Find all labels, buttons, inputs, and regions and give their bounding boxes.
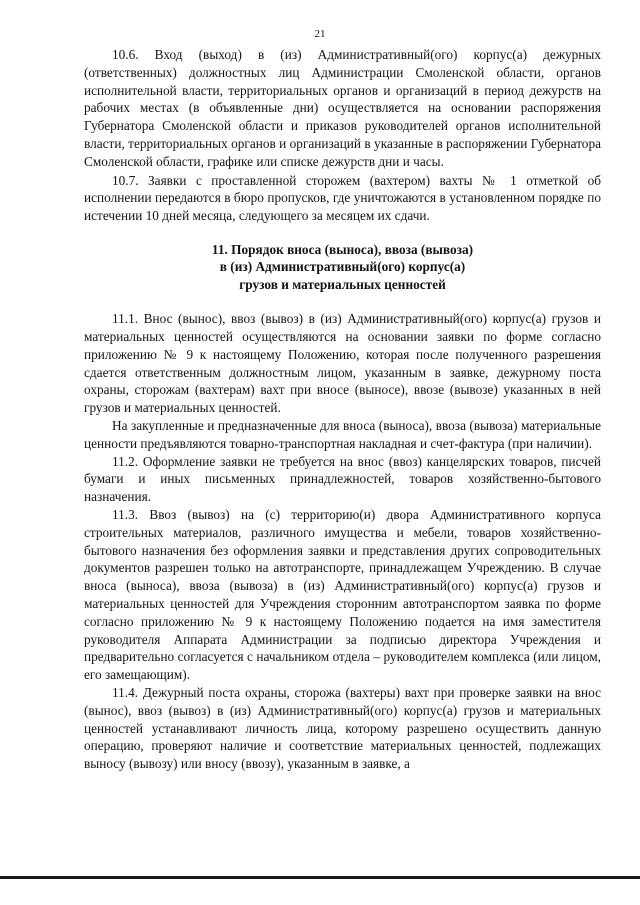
paragraph-11-4: 11.4. Дежурный поста охраны, сторожа (вахтеры) вахт при проверке заявки на внос (вынос), ввоз (вывоз) в (из) Административный(ого) корпус(а) грузов и материальных ценностей устанавливают личность лица, которому разрешено осуществить данную операцию, проверяют наличие и соответствие материальных ценностей, подлежащих выносу (вывозу) или вносу (ввозу), указанным в заявке, а xyxy=(84,684,601,772)
section-heading-line-2: в (из) Административный(ого) корпус(а) xyxy=(219,259,466,275)
paragraph-11-2: 11.2. Оформление заявки не требуется на внос (ввоз) канцелярских товаров, писчей бумаги и иных письменных принадлежностей, товаров хозяйственно-бытового назначения. xyxy=(84,453,601,505)
section-heading xyxy=(84,241,601,293)
section-heading-line-3: грузов и материальных ценностей xyxy=(239,276,446,292)
page-bottom-rule xyxy=(0,876,640,879)
paragraph-purchased-goods: На закупленные и предназначенные для вноса (выноса), ввоза (вывоза) материальные ценности предъявляются товарно-транспортная накладная и счет-фактура (при наличии). xyxy=(84,417,601,451)
paragraph-10-6: 10.6. Вход (выход) в (из) Административный(ого) корпус(а) дежурных (ответственных) должностных лиц Администрации Смоленской области, органов исполнительной власти, территориальных органов и организаций в период дежурств на рабочих местах (в объявленные дни) осуществляется на основании распоряжения Губернатора Смоленской области и приказов руководителей органов исполнительной власти, территориальных органов и организаций в указанные в распоряжении Губернатора Смоленской области, графике или списке дежурств дни и часы. xyxy=(84,47,601,169)
paragraph-11-3: 11.3. Ввоз (вывоз) на (с) территорию(и) двора Административного корпуса строительных материалов, различного имущества и мебели, товаров хозяйственно-бытового назначения без оформления заявки и представления других сопроводительных документов разрешен только на автотранспорте, принадлежащем Учреждению. В случае вноса (выноса), ввоза (вывоза) в (из) Административный(ого) корпус(а) грузов и материальных ценностей для Учреждения сторонним автотранспортом заявка по форме согласно приложению № 9 к настоящему Положению подается на имя заместителя руководителя Аппарата Администрации за подписью директора Учреждения и предварительно согласуется с начальником отдела – руководителем комплекса (или лицом, его замещающим). xyxy=(84,506,601,683)
paragraph-11-1: 11.1. Внос (вынос), ввоз (вывоз) в (из) Административный(ого) корпус(а) грузов и материальных ценностей осуществляются на основании заявки по форме согласно приложению № 9 к настоящему Положению, которая после полученного разрешения сдается ответственным должностным лицом, указанным в заявке, дежурному поста охраны, сторожам (вахтерам) вахт при вносе (выносе), ввозе (вывозе) указанных в ней грузов и материальных ценностей. xyxy=(84,311,601,416)
section-heading-line-1: 11. Порядок вноса (выноса), ввоза (вывоза) xyxy=(211,241,474,257)
document-body xyxy=(84,46,601,773)
page-number: 21 xyxy=(314,28,326,40)
paragraph-10-7: 10.7. Заявки с проставленной сторожем (вахтером) вахты № 1 отметкой об исполнении передаются в бюро пропусков, где уничтожаются в установленном порядке по истечении 10 дней месяца, следующего за месяцем их сдачи. xyxy=(84,172,601,224)
